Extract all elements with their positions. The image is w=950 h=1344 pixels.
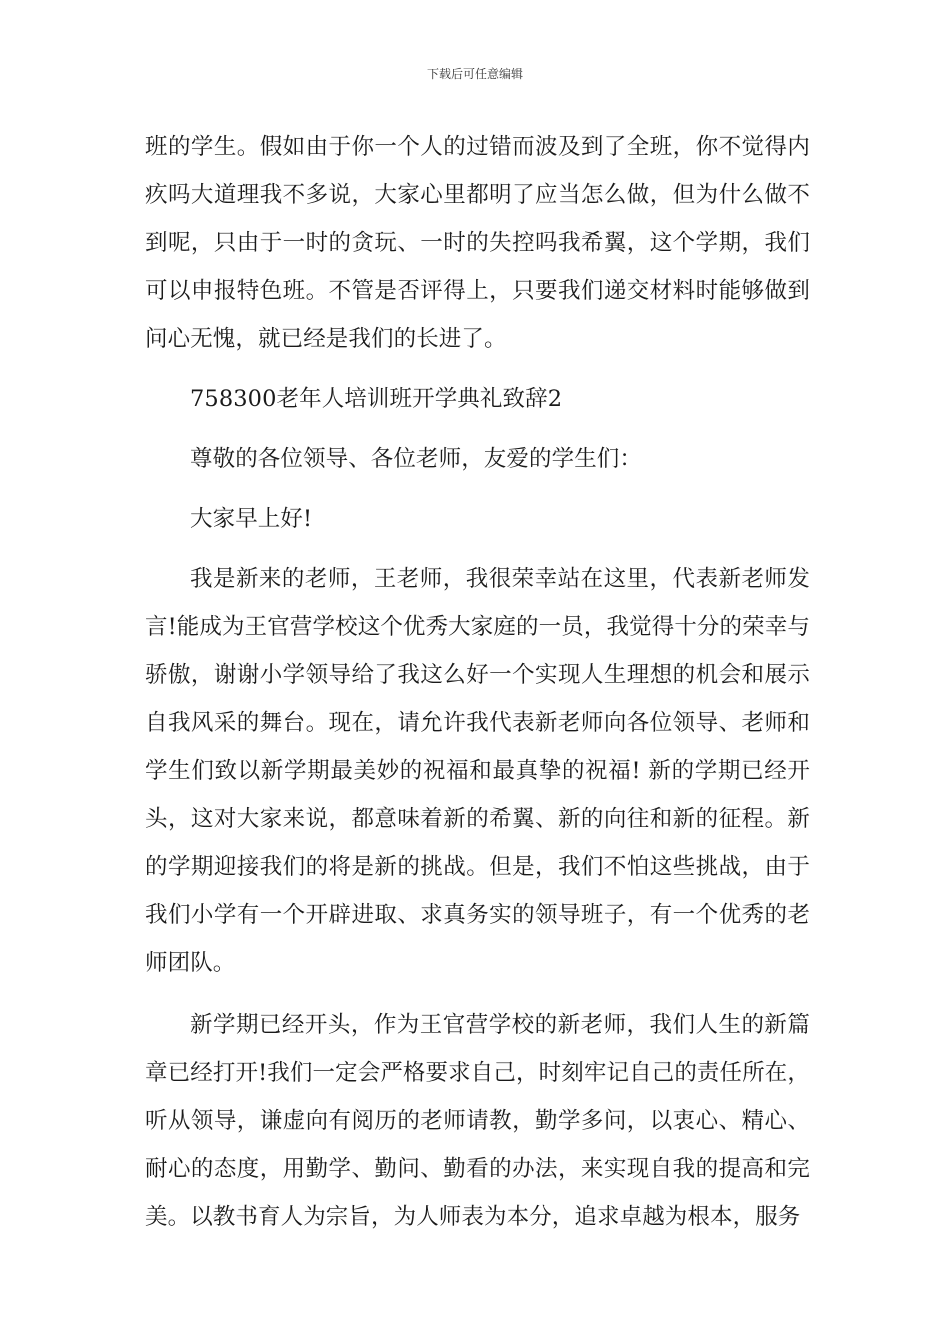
document-body xyxy=(145,123,810,1241)
greeting: 大家早上好! xyxy=(190,506,313,532)
paragraph-introduction: 我是新来的老师，王老师，我很荣幸站在这里，代表新老师发言!能成为王官营学校这个优秀大家庭的一员，我觉得十分的荣幸与骄傲，谢谢小学领导给了我这么好一个实现人生理想的机会和展示自我风采的舞台。现在，请允许我代表新老师向各位领导、老师和学生们致以新学期最美妙的祝福和最真挚的祝福! 新的学期已经开头，这对大家来说，都意味着新的希翼、新的向往和新的征程。新的学期迎接我们的将是新的挑战。但是，我们不怕这些挑战，由于我们小学有一个开辟进取、求真务实的领导班子，有一个优秀的老师团队。 xyxy=(145,566,810,976)
section-title: 758300老年人培训班开学典礼致辞2 xyxy=(190,386,563,412)
paragraph-continuation: 班的学生。假如由于你一个人的过错而波及到了全班，你不觉得内疚吗大道理我不多说，大家心里都明了应当怎么做，但为什么做不到呢，只由于一时的贪玩、一时的失控吗我希翼，这个学期，我们可以申报特色班。不管是否评得上，只要我们递交材料时能够做到问心无愧，就已经是我们的长进了。 xyxy=(145,134,810,352)
salutation: 尊敬的各位领导、各位老师，友爱的学生们： xyxy=(190,446,643,472)
paragraph-gap xyxy=(145,987,810,1001)
page-header: 下载后可任意编辑 xyxy=(426,67,523,81)
paragraph-new-semester: 新学期已经开头，作为王官营学校的新老师，我们人生的新篇章已经打开!我们一定会严格要求自己，时刻牢记自己的责任所在，听从领导，谦虚向有阅历的老师请教，勤学多问，以衷心、精心、耐心的态度，用勤学、勤问、勤看的办法，来实现自我的提高和完美。以教书育人为宗旨，为人师表为本分，追求卓越为根本，服务 xyxy=(145,1012,810,1230)
